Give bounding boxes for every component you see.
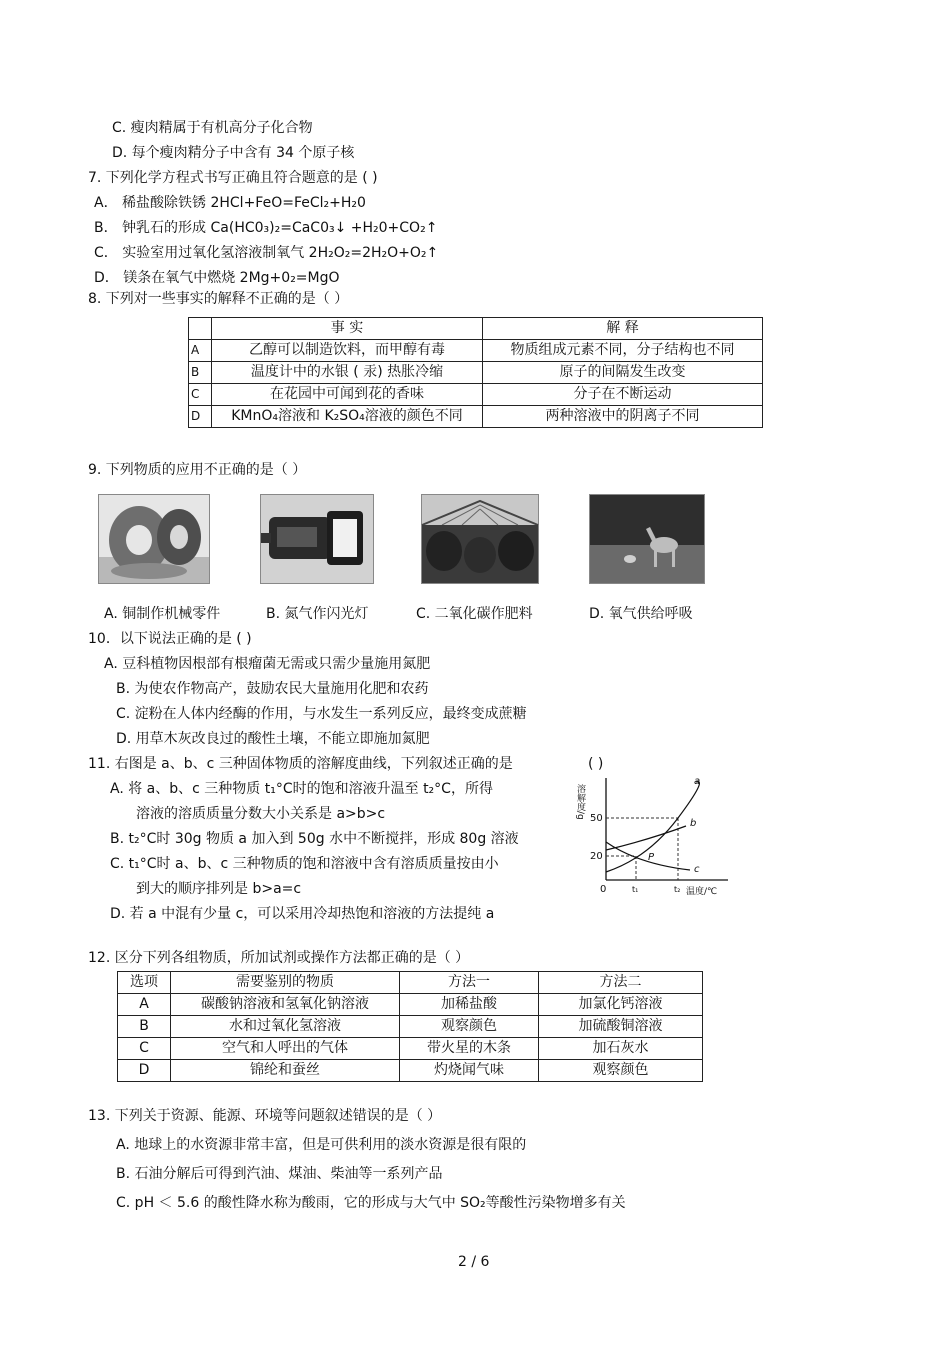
q8-header-fact: 事 实: [212, 318, 483, 340]
table-row: [118, 1038, 703, 1060]
q12-row-key: C: [118, 1038, 171, 1060]
q12-row-item: 碳酸钠溶液和氢氧化钠溶液: [171, 994, 400, 1016]
q12-header-item: 需要鉴别的物质: [171, 972, 400, 994]
q12-row-method2: 加石灰水: [539, 1038, 703, 1060]
q12-row-method1: 加稀盐酸: [400, 994, 539, 1016]
table-row: [118, 1060, 703, 1082]
q7-stem: 7. 下列化学方程式书写正确且符合题意的是 ( ): [88, 170, 378, 186]
photo-copper-parts: [98, 494, 210, 584]
table-row: [118, 994, 703, 1016]
q8-table: [188, 317, 763, 428]
curve-a-label: a: [694, 776, 701, 787]
curve-c-label: c: [694, 864, 700, 875]
q12-row-item: 水和过氧化氢溶液: [171, 1016, 400, 1038]
tick-t1: t₁: [632, 885, 639, 894]
q8-row-fact: KMnO₄溶液和 K₂SO₄溶液的颜色不同: [212, 406, 483, 428]
q9-stem: 9. 下列物质的应用不正确的是（ ）: [88, 462, 307, 478]
q8-header-key: [189, 318, 212, 340]
q8-row-key: D: [189, 406, 212, 428]
q12-header-method1: 方法一: [400, 972, 539, 994]
q11-answer-paren: ( ): [588, 756, 604, 772]
table-row: [189, 406, 763, 428]
q6-option-d: D. 每个瘦肉精分子中含有 34 个原子核: [112, 145, 355, 161]
q13-option-b: B. 石油分解后可得到汽油、煤油、柴油等一系列产品: [116, 1166, 443, 1182]
q7-option-d: D． 镁条在氧气中燃烧 2Mg+0₂=MgO: [94, 270, 340, 286]
q12-stem: 12. 区分下列各组物质，所加试剂或操作方法都正确的是（ ）: [88, 950, 470, 966]
q8-stem: 8. 下列对一些事实的解释不正确的是（ ）: [88, 291, 349, 307]
photo-greenhouse: [421, 494, 539, 584]
tick-t2: t₂: [674, 885, 681, 894]
q11-option-b: B. t₂°C时 30g 物质 a 加入到 50g 水中不断搅拌，形成 80g 溶液: [110, 831, 519, 847]
q11-stem: 11. 右图是 a、b、c 三种固体物质的溶解度曲线，下列叙述正确的是: [88, 756, 513, 772]
q9-caption-c: C. 二氧化碳作肥料: [416, 606, 533, 622]
q12-row-method2: 观察颜色: [539, 1060, 703, 1082]
tick-origin: 0: [600, 884, 607, 895]
solubility-graph: [575, 770, 738, 898]
q12-row-method2: 加硫酸铜溶液: [539, 1016, 703, 1038]
q12-table: [117, 971, 703, 1082]
tick-50: 50: [590, 813, 603, 824]
q9-caption-b: B. 氮气作闪光灯: [266, 606, 369, 622]
q8-header-explain: 解 释: [483, 318, 763, 340]
q12-row-key: A: [118, 994, 171, 1016]
y-axis-label: 溶解度/g: [575, 784, 585, 820]
q8-row-key: C: [189, 384, 212, 406]
q13-option-c: C. pH ＜ 5.6 的酸性降水称为酸雨，它的形成与大气中 SO₂等酸性污染物增多有关: [116, 1195, 626, 1211]
table-row: [189, 384, 763, 406]
photo-deer: [589, 494, 705, 584]
photo-flash-lamp: [260, 494, 374, 584]
q8-row-explain: 分子在不断运动: [483, 384, 763, 406]
q9-caption-d: D. 氧气供给呼吸: [589, 606, 693, 622]
table-row: [189, 362, 763, 384]
q11-option-c-line1: C. t₁°C时 a、b、c 三种物质的饱和溶液中含有溶质质量按由小: [110, 856, 499, 872]
q11-option-a-line2: 溶液的溶质质量分数大小关系是 a>b>c: [136, 806, 386, 822]
curve-b-label: b: [690, 818, 697, 829]
q12-row-method2: 加氯化钙溶液: [539, 994, 703, 1016]
q8-row-key: A: [189, 340, 212, 362]
q8-row-explain: 两种溶液中的阴离子不同: [483, 406, 763, 428]
table-row: [189, 340, 763, 362]
q12-row-method1: 带火星的木条: [400, 1038, 539, 1060]
q11-option-a-line1: A. 将 a、b、c 三种物质 t₁°C时的饱和溶液升温至 t₂°C，所得: [110, 781, 493, 797]
q8-row-fact: 温度计中的水银 ( 汞) 热胀冷缩: [212, 362, 483, 384]
q10-option-a: A. 豆科植物因根部有根瘤菌无需或只需少量施用氮肥: [104, 656, 431, 672]
q10-option-c: C. 淀粉在人体内经酶的作用，与水发生一系列反应，最终变成蔗糖: [116, 706, 527, 722]
q12-header-option: 选项: [118, 972, 171, 994]
q8-row-fact: 乙醇可以制造饮料，而甲醇有毒: [212, 340, 483, 362]
q11-option-d: D. 若 a 中混有少量 c，可以采用冷却热饱和溶液的方法提纯 a: [110, 906, 495, 922]
q8-row-fact: 在花园中可闻到花的香味: [212, 384, 483, 406]
curve-b: [606, 826, 686, 850]
q10-option-b: B. 为使农作物高产，鼓励农民大量施用化肥和农药: [116, 681, 429, 697]
table-row: [118, 1016, 703, 1038]
q13-stem: 13. 下列关于资源、能源、环境等问题叙述错误的是（ ）: [88, 1108, 442, 1124]
q6-option-c: C. 瘦肉精属于有机高分子化合物: [112, 120, 313, 136]
q7-option-a: A． 稀盐酸除铁锈 2HCl+FeO=FeCl₂+H₂0: [94, 195, 366, 211]
q8-row-explain: 原子的间隔发生改变: [483, 362, 763, 384]
q13-option-a: A. 地球上的水资源非常丰富，但是可供利用的淡水资源是很有限的: [116, 1137, 527, 1153]
x-axis-label: 温度/℃: [686, 887, 718, 897]
point-p-label: P: [648, 852, 655, 863]
q7-option-c: C． 实验室用过氧化氢溶液制氧气 2H₂O₂=2H₂O+O₂↑: [94, 245, 439, 261]
tick-20: 20: [590, 851, 603, 862]
q8-row-explain: 物质组成元素不同，分子结构也不同: [483, 340, 763, 362]
q12-row-method1: 观察颜色: [400, 1016, 539, 1038]
page-number: 2 / 6: [458, 1254, 490, 1270]
q8-row-key: B: [189, 362, 212, 384]
q12-row-item: 锦纶和蚕丝: [171, 1060, 400, 1082]
q12-row-key: B: [118, 1016, 171, 1038]
q9-caption-a: A. 铜制作机械零件: [104, 606, 221, 622]
q10-option-d: D. 用草木灰改良过的酸性土壤，不能立即施加氮肥: [116, 731, 430, 747]
q12-row-item: 空气和人呼出的气体: [171, 1038, 400, 1060]
q12-row-key: D: [118, 1060, 171, 1082]
q12-row-method1: 灼烧闻气味: [400, 1060, 539, 1082]
q11-option-c-line2: 到大的顺序排列是 b>a=c: [136, 881, 302, 897]
q7-option-b: B． 钟乳石的形成 Ca(HC0₃)₂=CaC0₃↓ +H₂0+CO₂↑: [94, 220, 438, 236]
q10-stem: 10．以下说法正确的是 ( ): [88, 631, 252, 647]
q12-header-method2: 方法二: [539, 972, 703, 994]
